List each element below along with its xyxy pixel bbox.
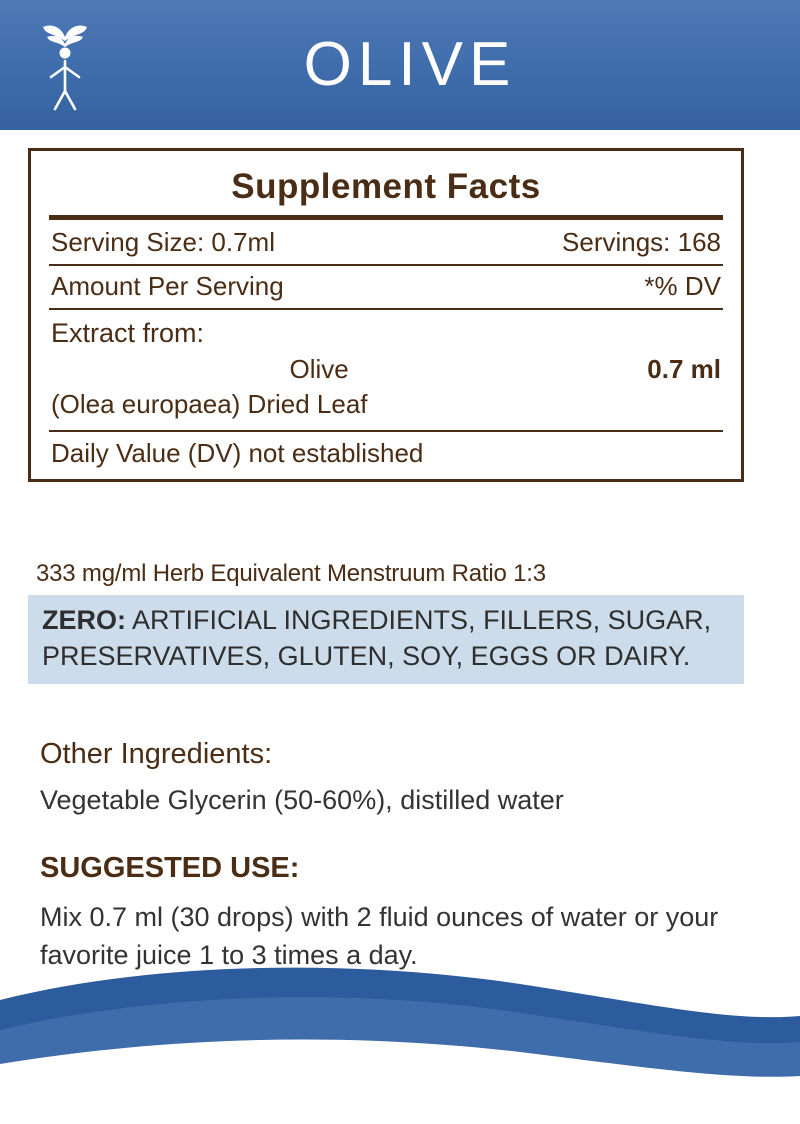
ingredient-amount: 0.7 ml — [647, 354, 721, 384]
plant-person-logo-icon — [32, 17, 98, 113]
serving-size-row — [49, 222, 723, 264]
zero-claim-prefix: ZERO: — [42, 605, 126, 635]
other-ingredients-body: Vegetable Glycerin (50-60%), distilled water — [40, 785, 564, 815]
footer-wave — [0, 960, 800, 1124]
amount-per-serving-label: Amount Per Serving — [51, 271, 284, 301]
suggested-use-body: Mix 0.7 ml (30 drops) with 2 fluid ounces of water or your favorite juice 1 to 3 times a day. — [40, 902, 719, 971]
suggested-use-heading: SUGGESTED USE: — [40, 852, 300, 884]
daily-value-note: Daily Value (DV) not established — [51, 438, 424, 468]
label-body — [0, 130, 800, 990]
other-ingredients-heading: Other Ingredients: — [40, 738, 273, 770]
zero-claim-text — [42, 603, 730, 674]
wave-graphic-icon — [0, 960, 800, 1124]
servings-count-label: Servings: 168 — [562, 227, 721, 257]
herb-equivalent-line: 333 mg/ml Herb Equivalent Menstruum Ratio 1:3 — [36, 560, 546, 587]
ingredient-row — [49, 351, 723, 385]
ingredient-name: Olive — [289, 354, 349, 384]
zero-claim-body: ARTIFICIAL INGREDIENTS, FILLERS, SUGAR, PRESERVATIVES, GLUTEN, SOY, EGGS OR DAIRY. — [42, 605, 712, 671]
supplement-facts-title: Supplement Facts — [231, 167, 541, 206]
zero-claim-banner — [28, 595, 744, 684]
serving-size-label: Serving Size: 0.7ml — [51, 227, 275, 257]
dv-header-label: *% DV — [644, 271, 721, 301]
amount-per-serving-row — [49, 266, 723, 308]
brand-logo — [0, 0, 130, 130]
page-title: OLIVE — [303, 30, 517, 99]
label-header — [0, 0, 800, 130]
ingredient-source: (Olea europaea) Dried Leaf — [51, 389, 368, 419]
divider-thick-top — [49, 215, 723, 220]
supplement-facts-panel — [28, 148, 744, 482]
extract-from-label: Extract from: — [51, 318, 205, 348]
